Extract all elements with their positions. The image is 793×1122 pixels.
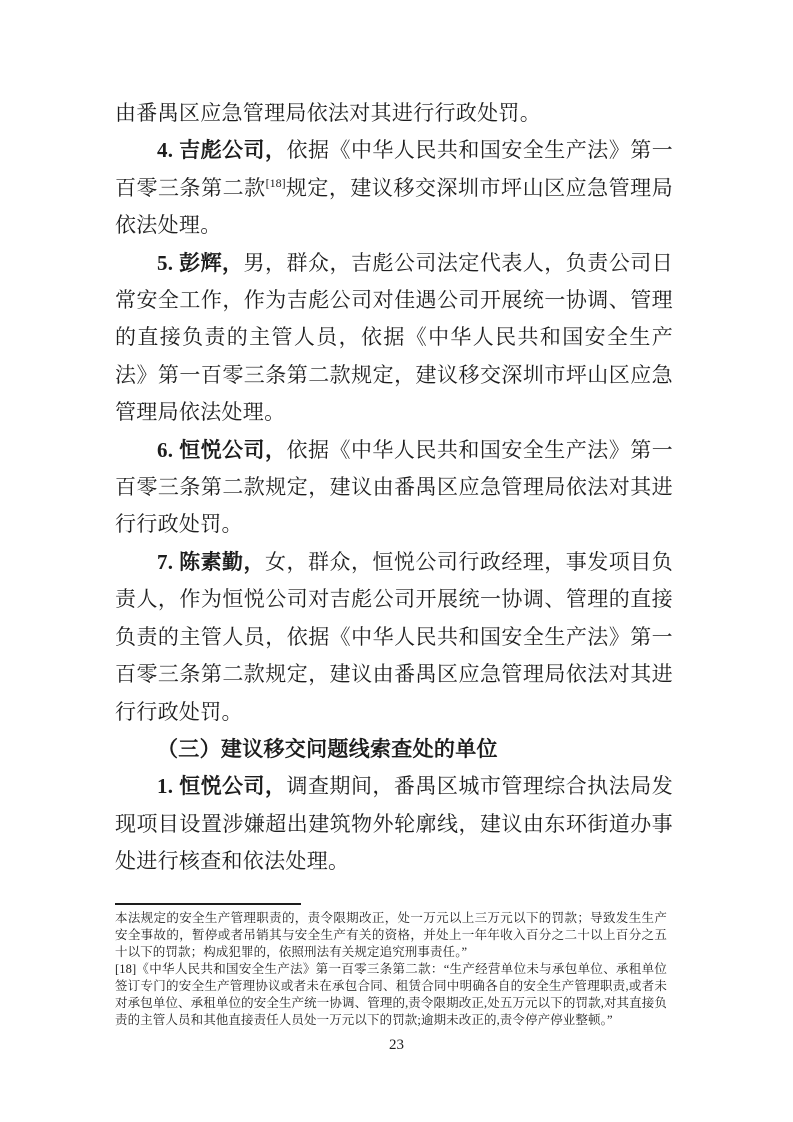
paragraph-text: 调查期间，番禺区城市管理综合执法局发现项目设置涉嫌超出建筑物外轮廓线，建议由东环街道办事处进行核查和依法处理。 <box>115 774 673 874</box>
footnote-18-marker: [18] <box>115 962 137 976</box>
item-5-lead: 5. 彭辉， <box>157 250 244 275</box>
footnote-18 <box>115 961 667 1029</box>
paragraph-item-1 <box>115 768 673 880</box>
item-7-lead: 7. 陈素勤， <box>157 549 266 574</box>
paragraph-text: 由番禺区应急管理局依法对其进行行政处罚。 <box>115 101 541 125</box>
document-body <box>115 95 673 881</box>
footnote-18-text: 《中华人民共和国安全生产法》第一百零三条第二款：“生产经营单位未与承包单位、承租单位签订专门的安全生产管理协议或者未在承包合同、租赁合同中明确各自的安全生产管理职责,或者未对承包单位、承租单位的安全生产统一协调、管理的,责令限期改正,处五万元以下的罚款,对其直接负责的主管人员和其他直接责任人员处一万元以下的罚款;逾期未改正的,责令停产停业整顿。” <box>115 962 667 1027</box>
footnote-separator-line <box>115 903 301 905</box>
paragraph-continuation <box>115 95 673 132</box>
paragraph-item-4 <box>115 132 673 244</box>
paragraph-text: 男，群众，吉彪公司法定代表人，负责公司日常安全工作，作为吉彪公司对佳遇公司开展统一协调、管理的直接负责的主管人员，依据《中华人民共和国安全生产法》第一百零三条第二款规定，建议移交深圳市坪山区应急管理局依法处理。 <box>115 250 673 425</box>
footnote-continuation: 本法规定的安全生产管理职责的，责令限期改正，处一万元以上三万元以下的罚款；导致发生生产安全事故的，暂停或者吊销其与安全生产有关的资格，并处上一年年收入百分之二十以上百分之五十以下的罚款；构成犯罪的，依照刑法有关规定追究刑事责任。” <box>115 911 667 959</box>
footnotes-area <box>115 903 667 1029</box>
paragraph-text: 依据《中华人民共和国安全生产法》第一百零三条第二款规定，建议由番禺区应急管理局依法对其进行行政处罚。 <box>115 437 673 537</box>
footnote-18-reference: [18] <box>265 175 286 190</box>
paragraph-item-7 <box>115 544 673 731</box>
item-1-lead: 1. 恒悦公司， <box>157 774 287 799</box>
section-heading: （三）建议移交问题线索查处的单位 <box>157 736 498 761</box>
page-number: 23 <box>389 1037 404 1053</box>
paragraph-item-5 <box>115 245 673 432</box>
item-4-lead: 4. 吉彪公司， <box>157 138 287 163</box>
paragraph-item-6 <box>115 432 673 544</box>
paragraph-text: 依据《中华人民共和国安全生产法》第一百零三条第二款 <box>115 138 673 200</box>
paragraph-text: 规定，建议移交深圳市坪山区应急管理局依法处理。 <box>115 175 673 238</box>
item-6-lead: 6. 恒悦公司， <box>157 437 287 462</box>
paragraph-text: 女，群众，恒悦公司行政经理，事发项目负责人，作为恒悦公司对吉彪公司开展统一协调、管理的直接负责的主管人员，依据《中华人民共和国安全生产法》第一百零三条第二款规定，建议由番禺区应急管理局依法对其进行行政处罚。 <box>115 549 673 724</box>
